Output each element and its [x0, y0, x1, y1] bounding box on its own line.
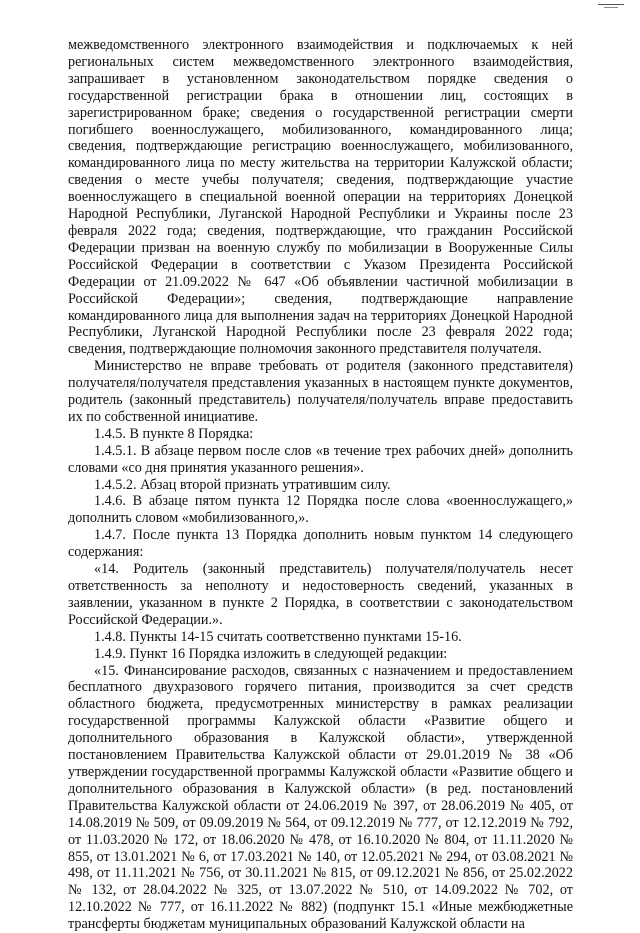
paragraph-1-4-7: 1.4.7. После пункта 13 Порядка дополнить новым пунктом 14 следующего содержания: — [68, 527, 573, 561]
corner-scan-mark — [598, 4, 624, 5]
paragraph-1-4-9: 1.4.9. Пункт 16 Порядка изложить в следующей редакции: — [94, 645, 448, 662]
document-body — [68, 37, 573, 933]
paragraph-point-15-financing: «15. Финансирование расходов, связанных с назначением и предоставлением бесплатного двухразового горячего питания, производится за счет средств областного бюджета, предусмотренных министерству в рамках реализации государственной программы Калужской области «Развитие общего и дополнительного образования в Калужской области», утвержденной постановлением Правительства Калужской области от 29.01.2019 № 38 «Об утверждении государственной программы Калужской области «Развитие общего и дополнительного образования в Калужской области» (в ред. постановлений Правительства Калужской области от 24.06.2019 № 397, от 28.06.2019 № 405, от 14.08.2019 № 509, от 09.09.2019 № 564, от 09.12.2019 № 777, от 12.12.2019 № 792, от 11.03.2020 № 172, от 18.06.2020 № 478, от 16.10.2020 № 804, от 11.11.2020 № 855, от 13.01.2021 № 6, от 17.03.2021 № 140, от 12.05.2021 № 294, от 03.08.2021 № 498, от 11.11.2021 № 756, от 30.11.2021 № 815, от 09.12.2021 № 856, от 25.02.2022 № 132, от 28.04.2022 № 325, от 13.07.2022 № 510, от 14.09.2022 № 702, от 12.10.2022 № 777, от 16.11.2022 № 882) (подпункт 15.1 «Иные межбюджетные трансферты бюджетам муниципальных образований Калужской области на — [68, 662, 573, 933]
paragraph-1-4-5-2: 1.4.5.2. Абзац второй признать утратившим силу. — [94, 476, 391, 493]
paragraph-1-4-6: 1.4.6. В абзаце пятом пункта 12 Порядка после слова «военнослужащего,» дополнить словом «мобилизованного,». — [68, 493, 573, 527]
paragraph-1-4-8: 1.4.8. Пункты 14-15 считать соответственно пунктами 15-16. — [94, 628, 462, 645]
paragraph-new-point-14: «14. Родитель (законный представитель) получателя/получатель несет ответственность за неполноту и недостоверность сведений, указанных в заявлении, указанном в пункте 2 Порядка, в соответствии с законодательством Российской Федерации.». — [68, 561, 573, 628]
paragraph-required-information: межведомственного электронного взаимодействия и подключаемых к ней региональных систем межведомственного электронного взаимодействия, запрашивает в установленном законодательством порядке сведения о государственной регистрации брака в отношении лиц, состоящих в зарегистрированном браке; сведения о государственной регистрации смерти погибшего военнослужащего, мобилизованного, командированного лица; сведения, подтверждающие регистрацию военнослужащего, мобилизованного, командированного лица по месту жительства на территории Калужской области; сведения о месте учебы получателя; сведения, подтверждающие участие военнослужащего в специальной военной операции на территориях Донецкой Народной Республики, Луганской Народной Республики и Украины после 23 февраля 2022 года; сведения, подтверждающие, что гражданин Российской Федерации призван на военную службу по мобилизации в Вооруженные Силы Российской Федерации в соответствии с Указом Президента Российской Федерации от 21.09.2022 № 647 «Об объявлении частичной мобилизации в Российской Федерации»; сведения, подтверждающие направление командированного лица для выполнения задач на территориях Донецкой Народной Республики, Луганской Народной Республики после 23 февраля 2022 года; сведения, подтверждающие полномочия законного представителя получателя. — [68, 37, 573, 358]
paragraph-1-4-5: 1.4.5. В пункте 8 Порядка: — [94, 425, 254, 442]
paragraph-1-4-5-1: 1.4.5.1. В абзаце первом после слов «в течение трех рабочих дней» дополнить словами «со дня принятия указанного решения». — [68, 442, 573, 476]
paragraph-ministry-not-entitled: Министерство не вправе требовать от родителя (законного представителя) получателя/получателя представления указанных в настоящем пункте документов, родитель (законный представитель) получателя/получатель вправе предоставить их по собственной инициативе. — [68, 358, 573, 425]
